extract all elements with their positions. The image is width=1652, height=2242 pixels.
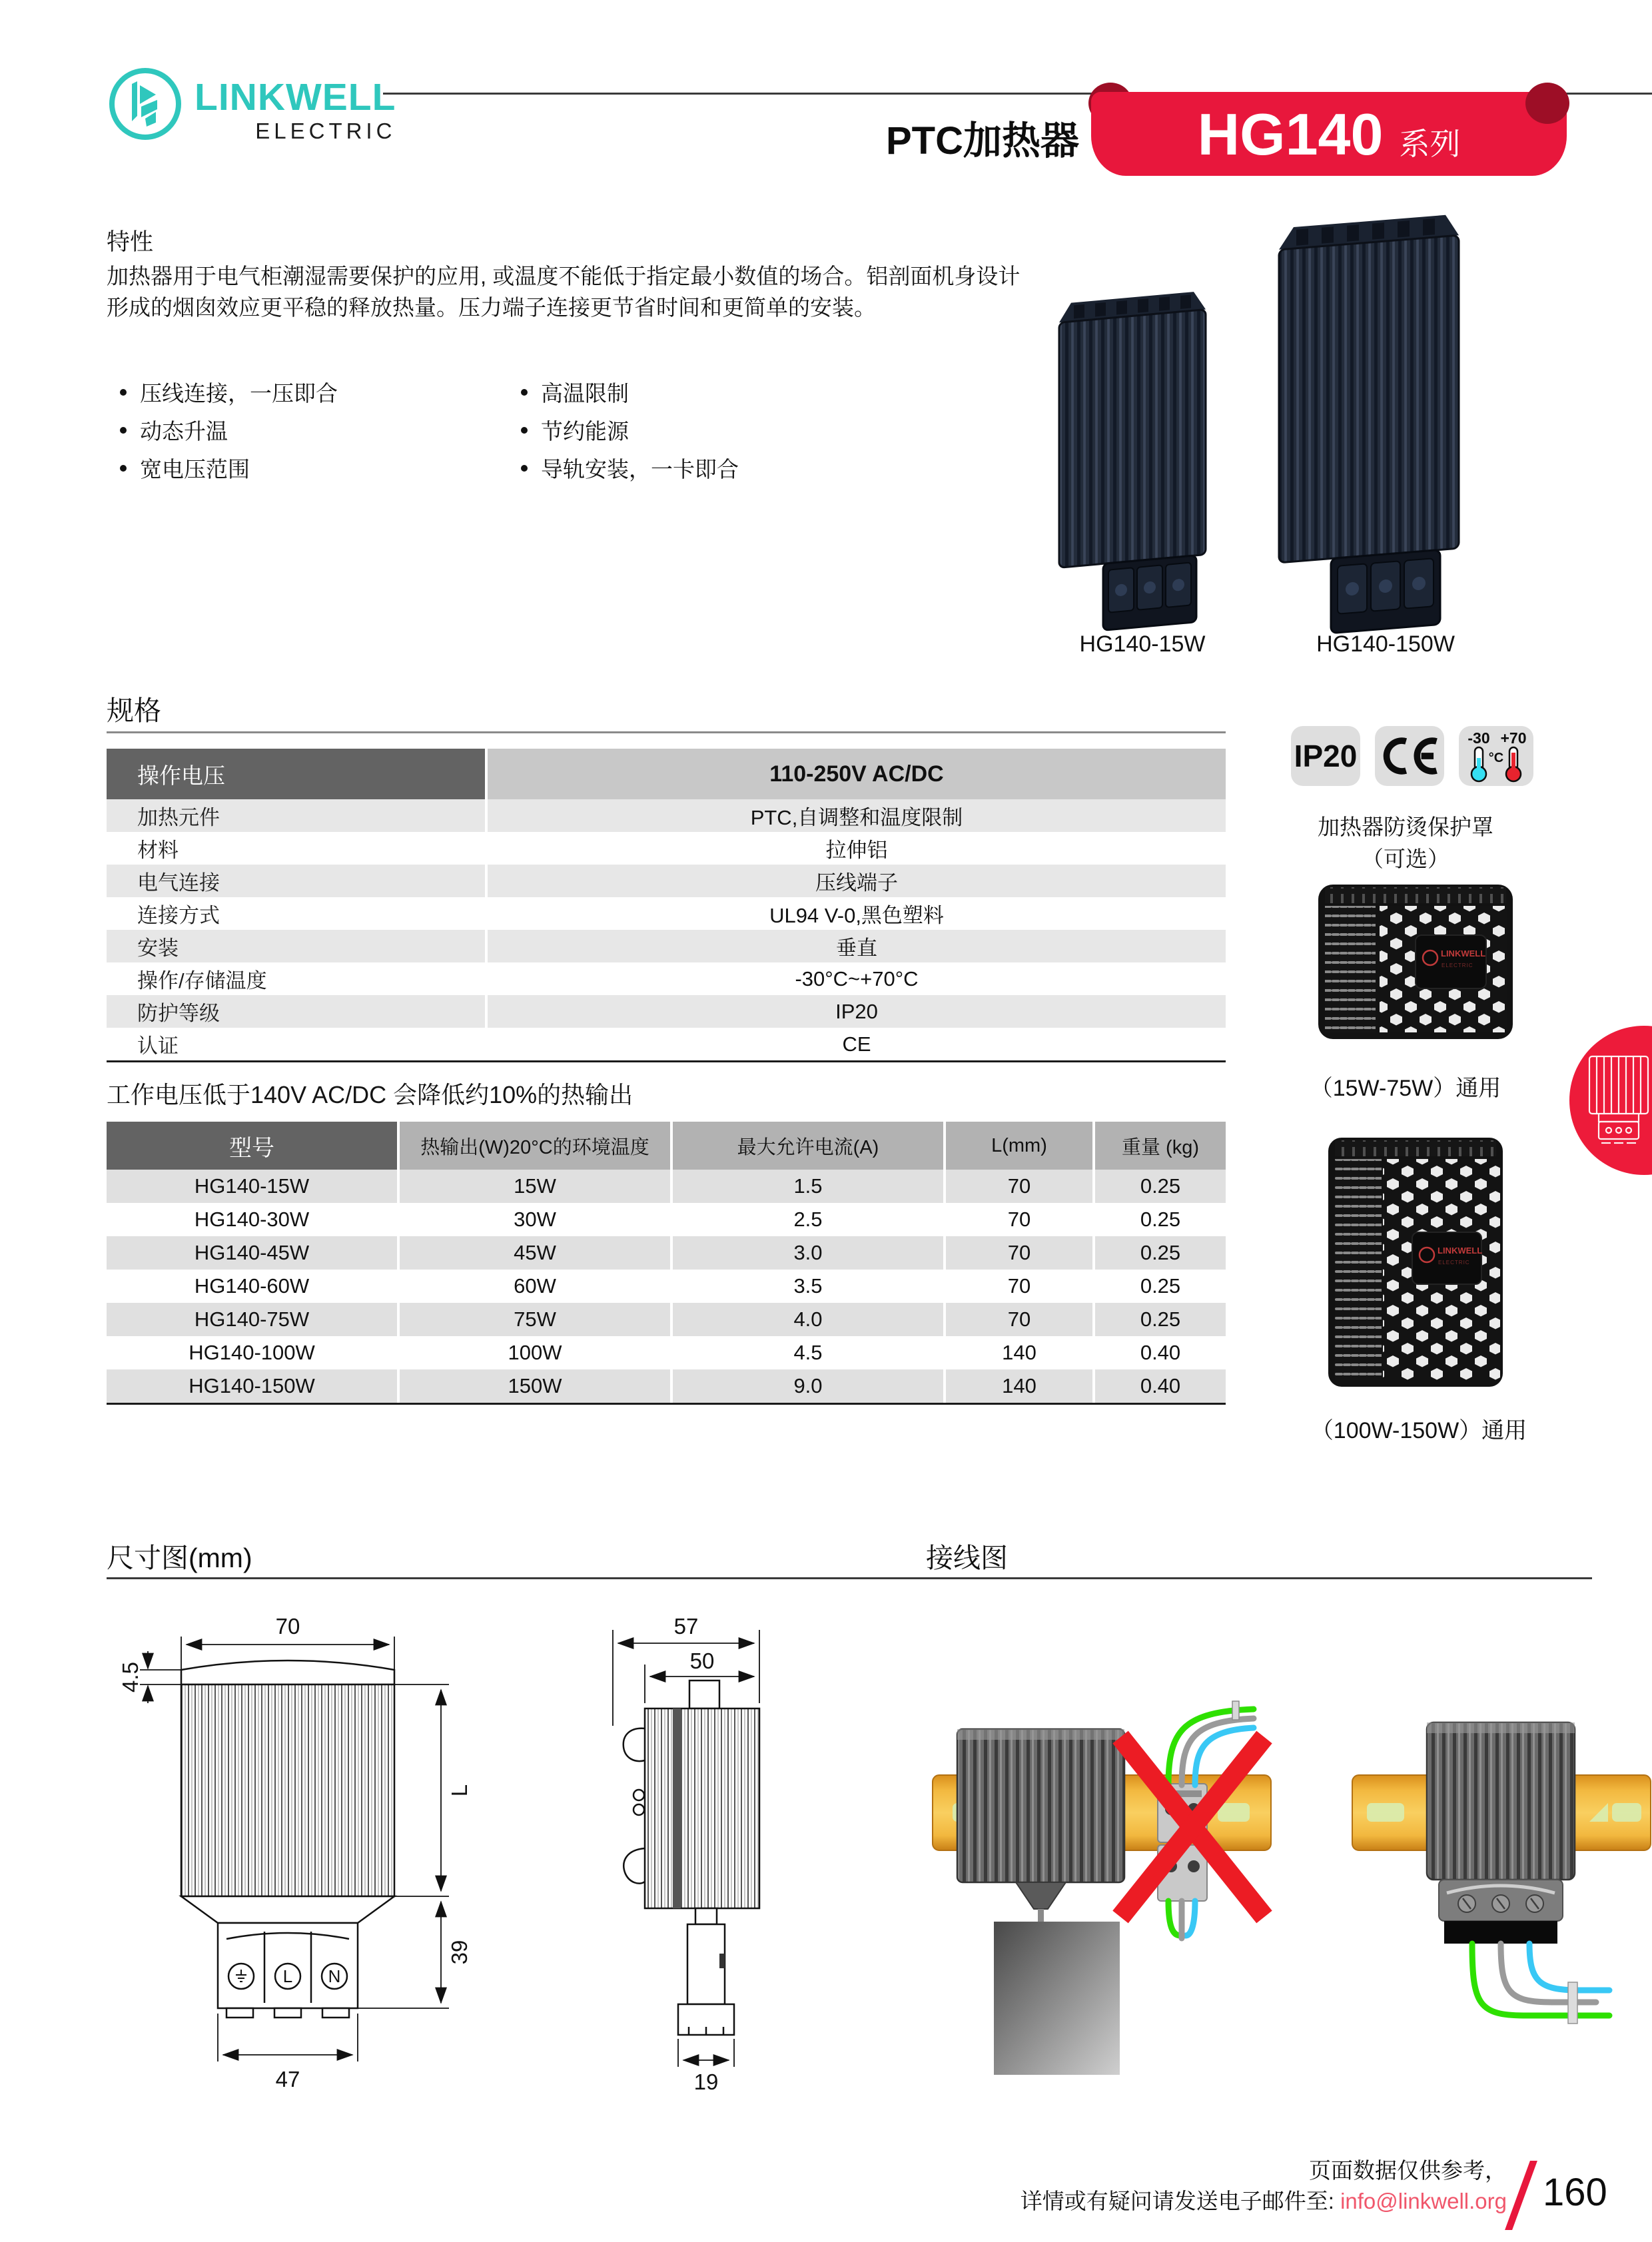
- footer-line2: [1021, 2186, 1507, 2217]
- wiring-diagram: [886, 1692, 1652, 2091]
- cell-output: 100W: [400, 1336, 673, 1369]
- bullet-dot-icon: [120, 389, 127, 396]
- cell-current: 1.5: [673, 1170, 946, 1203]
- wiring-section-title: 接线图: [926, 1543, 1008, 1573]
- protective-cover-photo-large: [1327, 1127, 1504, 1391]
- spec-value: 压线端子: [488, 865, 1226, 897]
- cell-model: HG140-60W: [107, 1270, 400, 1303]
- terminal-l-label: L: [282, 1966, 293, 1986]
- bullet-dot-icon: [120, 465, 127, 472]
- page-edge-tab: [1569, 1026, 1652, 1175]
- dimension-drawing: [107, 1595, 826, 2105]
- cell-length: 70: [946, 1303, 1095, 1336]
- cell-output: 30W: [400, 1203, 673, 1236]
- cell-weight: 0.25: [1140, 1208, 1181, 1231]
- spec-row: [107, 865, 1226, 897]
- footer-line1: 页面数据仅供参考，: [1309, 2158, 1507, 2183]
- spec-label: 认证: [107, 1028, 488, 1060]
- brand-subname: ELECTRIC: [255, 119, 396, 143]
- svg-text:ELECTRIC: ELECTRIC: [1438, 1260, 1470, 1266]
- cell-current: 4.5: [673, 1336, 946, 1369]
- wiring-correct-example: [1352, 1722, 1651, 2024]
- model-table-header: [107, 1122, 1226, 1170]
- spec-row: [107, 832, 1226, 865]
- table-row: [107, 1270, 1226, 1303]
- series-suffix: 系列: [1399, 127, 1461, 161]
- brand-name: LINKWELL: [195, 76, 396, 119]
- spec-label: 操作/存储温度: [107, 962, 488, 995]
- cell-model: HG140-150W: [107, 1369, 400, 1403]
- dimensions-section-title: 尺寸图(mm): [107, 1543, 252, 1573]
- cell-length: 70: [946, 1170, 1095, 1203]
- temperature-range-icon: [1461, 729, 1531, 783]
- cell-model: HG140-100W: [107, 1336, 400, 1369]
- model-table: [107, 1122, 1226, 1405]
- bullet-dot-icon: [521, 389, 528, 396]
- column-header: 最大允许电流(A): [673, 1122, 946, 1170]
- temp-low-label: -30: [1467, 729, 1490, 747]
- heater-outline-icon: [1584, 1052, 1652, 1148]
- ce-mark-icon: [1380, 735, 1439, 777]
- spec-value: CE: [842, 1032, 871, 1056]
- terminal-n-label: N: [328, 1966, 341, 1986]
- bullet-label: 高温限制: [541, 381, 629, 406]
- cell-weight: 0.40: [1140, 1341, 1181, 1364]
- wiring-wrong-example: [933, 1701, 1271, 2075]
- bullet-label: 压线连接，一压即合: [140, 381, 338, 406]
- dim-top-width: 70: [275, 1614, 300, 1639]
- cell-current: 3.5: [673, 1270, 946, 1303]
- lower-section-rule: [107, 1577, 1592, 1579]
- spec-label: 连接方式: [107, 897, 488, 930]
- footer-email-link[interactable]: info@linkwell.org: [1340, 2189, 1507, 2213]
- spec-label: 防护等级: [107, 995, 488, 1028]
- spec-label: 安装: [107, 930, 488, 962]
- cell-model: HG140-75W: [107, 1303, 400, 1336]
- dim-bottom-width: 47: [275, 2067, 300, 2091]
- spec-row: [107, 897, 1226, 930]
- spec-label: 电气连接: [107, 865, 488, 897]
- protective-cover-photo-small: [1316, 874, 1515, 1044]
- table-row: [107, 1369, 1226, 1403]
- product-photo-hg140-150w: [1252, 194, 1505, 639]
- cell-length: 70: [946, 1270, 1095, 1303]
- cell-current: 3.0: [673, 1236, 946, 1270]
- table-row: [107, 1170, 1226, 1203]
- svg-text:ELECTRIC: ELECTRIC: [1442, 962, 1473, 968]
- column-header: 重量 (kg): [1095, 1122, 1226, 1170]
- series-ribbon: [1091, 81, 1567, 176]
- series-ribbon-band: [1091, 92, 1567, 176]
- cell-weight: 0.25: [1095, 1170, 1226, 1203]
- cell-weight: 0.40: [1095, 1369, 1226, 1403]
- column-header: 热输出(W)20°C的环境温度: [400, 1122, 673, 1170]
- features-description: 加热器用于电气柜潮湿需要保护的应用, 或温度不能低于指定最小数值的场合。铝剖面机身设计形成的烟囱效应更平稳的释放热量。压力端子连接更节省时间和更简单的安装。: [107, 264, 1021, 320]
- feature-bullet: [521, 449, 739, 487]
- spec-section-title: 规格: [107, 695, 161, 726]
- feature-bullet: [120, 449, 338, 487]
- spec-label: 操作电压: [107, 749, 488, 799]
- cell-model: HG140-15W: [107, 1170, 400, 1203]
- temp-unit-label: °C: [1488, 751, 1504, 765]
- series-code: HG140: [1197, 101, 1384, 167]
- dim-body-length: L: [447, 1784, 472, 1797]
- derating-note: 工作电压低于140V AC/DC 会降低约10%的热输出: [107, 1081, 633, 1108]
- spec-label: 材料: [107, 832, 488, 865]
- brand-block: [195, 77, 396, 144]
- cell-weight: 0.25: [1095, 1236, 1226, 1270]
- feature-bullet: [120, 411, 338, 449]
- column-header: L(mm): [946, 1122, 1095, 1170]
- spec-value: PTC,自调整和温度限制: [488, 799, 1226, 832]
- footer-note: [1021, 2155, 1507, 2217]
- feature-bullet: [120, 373, 338, 411]
- cell-current: 4.0: [673, 1303, 946, 1336]
- table-row: [107, 1336, 1226, 1369]
- cell-output: 150W: [400, 1369, 673, 1403]
- table-row: [107, 1303, 1226, 1336]
- cell-length: 140: [946, 1369, 1095, 1403]
- cover-caption-large: （100W-150W）通用: [1310, 1418, 1527, 1443]
- spec-row: [107, 930, 1226, 962]
- cell-length: 140: [946, 1336, 1095, 1369]
- bullet-label: 动态升温: [140, 419, 228, 444]
- cell-current: 2.5: [673, 1203, 946, 1236]
- side-view: [623, 1681, 759, 2035]
- spec-value: IP20: [488, 995, 1226, 1028]
- temp-high-label: +70: [1500, 729, 1527, 747]
- bullet-dot-icon: [521, 465, 528, 472]
- ip20-badge: IP20: [1291, 726, 1360, 786]
- spec-row: [107, 749, 1226, 799]
- spec-section-rule: [107, 731, 1226, 733]
- spec-value: -30°C~+70°C: [795, 966, 919, 990]
- cell-output: 45W: [400, 1236, 673, 1270]
- footer-line2-text: 详情或有疑问请发送电子邮件至:: [1020, 2189, 1334, 2213]
- svg-text:LINKWELL: LINKWELL: [1438, 1246, 1483, 1256]
- cell-output: 75W: [400, 1303, 673, 1336]
- cell-weight: 0.25: [1095, 1303, 1226, 1336]
- dim-foot-width: 19: [693, 2069, 719, 2094]
- table-row: [107, 1236, 1226, 1270]
- cell-model: HG140-45W: [107, 1236, 400, 1270]
- photo-caption-left: HG140-15W: [1079, 631, 1206, 657]
- bullets-right-column: [521, 373, 739, 487]
- bullets-left-column: [120, 373, 338, 487]
- photo-caption-right: HG140-150W: [1316, 631, 1455, 657]
- cell-length: 70: [946, 1236, 1095, 1270]
- spec-row: [107, 799, 1226, 832]
- cell-output: 60W: [400, 1270, 673, 1303]
- page-number: 160: [1543, 2171, 1607, 2214]
- bullet-label: 宽电压范围: [140, 457, 250, 482]
- column-header: 型号: [107, 1122, 400, 1170]
- bullet-dot-icon: [521, 427, 528, 434]
- spec-value: 垂直: [488, 930, 1226, 962]
- features-title: 特性: [107, 229, 154, 255]
- dim-side-inner: 50: [689, 1649, 715, 1673]
- accessory-title: 加热器防烫保护罩: [1318, 815, 1493, 839]
- svg-text:LINKWELL: LINKWELL: [1441, 948, 1486, 958]
- spec-row: [107, 995, 1226, 1028]
- cell-length: 70: [946, 1203, 1095, 1236]
- dim-side-outer: 57: [673, 1614, 699, 1639]
- cell-weight: 0.25: [1140, 1274, 1181, 1298]
- spec-label: 加热元件: [107, 799, 488, 832]
- page-title: PTC加热器: [885, 119, 1079, 163]
- dim-terminal-height: 39: [447, 1940, 472, 1965]
- cover-caption-small: （15W-75W）通用: [1310, 1076, 1501, 1101]
- bullet-dot-icon: [120, 427, 127, 434]
- cell-model: HG140-30W: [107, 1203, 400, 1236]
- feature-bullet: [521, 411, 739, 449]
- dim-cap-height: 4.5: [118, 1662, 143, 1692]
- spec-value: 拉伸铝: [825, 839, 888, 862]
- cell-current: 9.0: [673, 1369, 946, 1403]
- spec-row: [107, 962, 1226, 995]
- spec-value: UL94 V-0,黑色塑料: [769, 904, 944, 927]
- spec-value: 110-250V AC/DC: [488, 749, 1226, 799]
- temperature-badge: [1459, 726, 1533, 786]
- spec-row: [107, 1028, 1226, 1060]
- product-photo-hg140-15w: [1039, 276, 1246, 636]
- spec-table: [107, 749, 1226, 1062]
- front-view: [181, 1661, 394, 2018]
- table-row: [107, 1203, 1226, 1236]
- ce-badge: [1375, 726, 1444, 786]
- accessory-subtitle: （可选）: [1362, 847, 1449, 871]
- bullet-label: 导轨安装，一卡即合: [541, 457, 739, 482]
- feature-bullet: [521, 373, 739, 411]
- linkwell-logo-icon: [107, 65, 184, 143]
- page-number-slash-icon: [1505, 2161, 1537, 2230]
- bullet-label: 节约能源: [541, 419, 629, 444]
- cell-output: 15W: [400, 1170, 673, 1203]
